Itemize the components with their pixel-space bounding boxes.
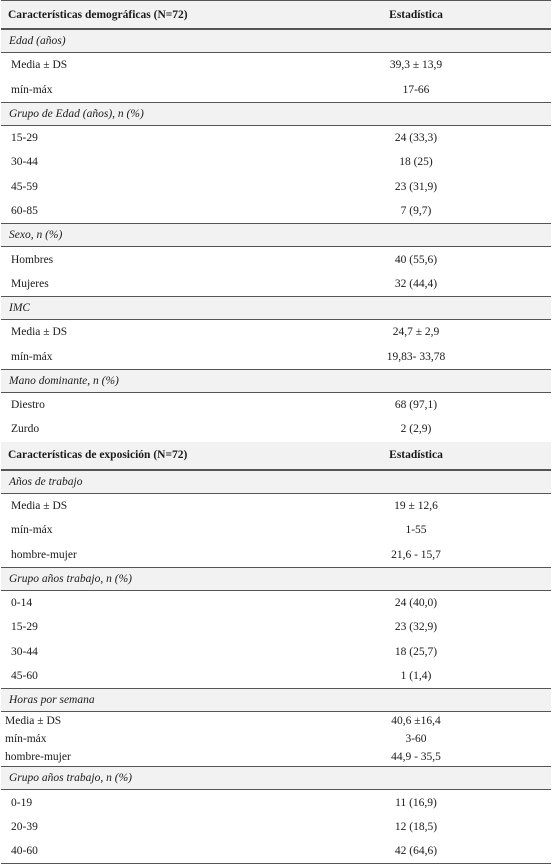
category-label: Grupo años trabajo, n (%) [9,572,132,585]
table-row [1,640,551,664]
row-label: 0-19 [11,796,33,809]
row-value: 17-66 [402,83,430,96]
table-row [1,53,551,77]
row-label: 15-29 [11,131,38,144]
category-row [1,102,551,126]
row-value: 11 (16,9) [395,796,437,809]
table-row [1,518,551,542]
row-value: 21,6 - 15,7 [391,548,441,561]
table-header-row [1,1,551,29]
table-row [1,393,551,417]
table-row [1,591,551,615]
category-label: Sexo, n (%) [9,229,63,242]
row-label: mín-máx [11,524,53,537]
row-label: hombre-mujer [5,751,71,764]
category-row [1,223,551,247]
row-label: 40-60 [11,844,38,857]
table-row [1,175,551,199]
row-label: mín-máx [5,733,47,746]
category-row [1,567,551,591]
table-row [1,77,551,101]
category-row [1,29,551,53]
category-label: Años de trabajo [9,475,83,488]
table-row [1,664,551,688]
table-row [1,748,551,766]
row-value: 7 (9,7) [400,205,432,218]
category-row [1,766,551,790]
table-row [1,320,551,344]
row-label: 45-60 [11,670,38,683]
row-label: 30-44 [11,156,38,169]
table-row [1,272,551,296]
row-value: 1 (1,4) [400,670,432,683]
row-value: 32 (44,4) [394,277,438,290]
row-value: 18 (25) [399,156,433,169]
row-label: 15-29 [11,621,38,634]
category-row [1,688,551,712]
row-value: 40,6 ±16,4 [391,715,441,728]
row-value: 23 (32,9) [394,621,438,634]
table-row [1,542,551,566]
category-label: Grupo años trabajo, n (%) [9,772,132,785]
table-row [1,126,551,150]
table-row [1,247,551,271]
category-label: IMC [9,302,31,315]
table-row [1,494,551,518]
category-row [1,369,551,393]
row-label: 60-85 [11,205,38,218]
table-row [1,150,551,174]
row-value: 24,7 ± 2,9 [392,326,440,339]
column-header: Estadística [389,449,443,462]
row-value: 12 (18,5) [394,821,438,833]
row-label: hombre-mujer [11,548,77,561]
category-label: Grupo de Edad (años), n (%) [9,107,144,120]
category-label: Horas por semana [9,694,95,707]
row-value: 24 (33,3) [394,131,438,144]
row-label: 20-39 [11,821,38,833]
row-label: Características demográficas (N=72) [8,8,188,21]
row-label: Media ± DS [5,715,62,728]
row-value: 68 (97,1) [394,399,438,412]
table-header-row [1,442,551,470]
column-header: Estadística [389,8,443,21]
table-row [1,417,551,441]
category-label: Mano dominante, n (%) [9,374,119,387]
statistics-table [1,0,551,864]
table-row [1,712,551,730]
row-value: 19 ± 12,6 [394,499,438,512]
row-value: 40 (55,6) [394,253,438,266]
row-value: 24 (40,0) [394,597,438,610]
row-label: Zurdo [11,423,40,436]
row-label: Diestro [11,399,45,412]
row-label: 30-44 [11,645,38,658]
table-row [1,839,551,863]
table-row [1,345,551,369]
row-label: mín-máx [11,83,53,96]
row-value: 18 (25,7) [394,645,438,658]
row-label: 0-14 [11,597,33,610]
row-value: 23 (31,9) [394,180,438,193]
row-label: Media ± DS [11,59,68,72]
row-value: 42 (64,6) [394,844,438,857]
row-value: 3-60 [405,733,427,746]
row-value: 44,9 - 35,5 [391,751,441,764]
row-label: Características de exposición (N=72) [8,449,188,462]
category-row [1,296,551,320]
row-value: 19,83- 33,78 [386,350,446,363]
table-row [1,815,551,839]
row-value: 2 (2,9) [400,423,432,436]
row-label: mín-máx [11,350,53,363]
category-label: Edad (años) [9,35,66,47]
table-row [1,730,551,748]
row-label: Media ± DS [11,326,68,339]
table-row [1,199,551,223]
row-label: Media ± DS [11,499,68,512]
row-value: 39,3 ± 13,9 [389,59,443,72]
table-row [1,790,551,814]
row-label: Mujeres [11,277,49,290]
table-row [1,615,551,639]
category-row [1,470,551,494]
row-label: Hombres [11,253,54,266]
row-value: 1-55 [405,524,427,537]
row-label: 45-59 [11,180,38,193]
